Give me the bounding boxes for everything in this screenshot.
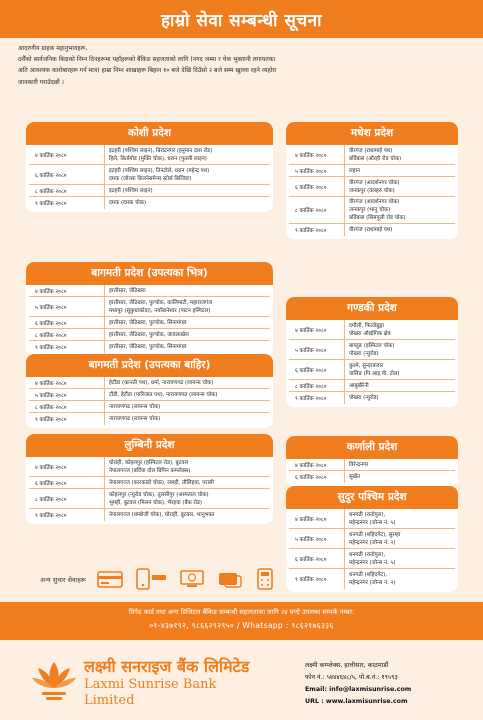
branch-line: दमौली, फिल्डेबुङ्गा xyxy=(349,322,384,329)
branch-line: जनकपुर (भानु चोक) xyxy=(349,207,391,213)
schedule-date: ४ कार्तिक २०८० xyxy=(29,377,105,388)
branch-line: हेटौंडा (कानती पथ), धर्मा, नारायणगढ (लायन्स चोक) xyxy=(109,379,214,386)
branch-line: धनगढी (शहिदगेट), सुरम्हा xyxy=(349,531,401,538)
schedule-row xyxy=(289,380,455,392)
schedule-row xyxy=(29,509,270,521)
schedule-row xyxy=(29,401,270,413)
email-link[interactable]: Email: info@laxmisunrise.com xyxy=(305,686,412,693)
contact-band xyxy=(0,602,483,640)
branch-line: वीरगंज (आदर्शनगर चोक) xyxy=(349,179,400,186)
branch-line: हात्तीसार, जेठिबारा, पुल्चोक, कालिमाटी, महाराजगंज xyxy=(109,299,213,306)
branch-line: इटहरी (पश्चिम लाइन), तिनटोले, धरान (महेन्द्र पथ) xyxy=(109,167,210,174)
schedule-row xyxy=(29,377,270,389)
schedule-row xyxy=(289,145,455,165)
schedule-date: ६ कार्तिक २०८० xyxy=(289,471,345,483)
block-title: कोशी प्रदेश xyxy=(26,122,273,145)
schedule-row xyxy=(289,165,455,177)
branch-line: बर्दिबास (सिमपुली रोड चोक) xyxy=(349,215,406,221)
intro-line-1: दशैँको सार्वजनिक बिदाको निम्न दिनहरूमा यहाँहरूको बैंकिङ सहजताको लागि (नगद जम्मा र चेक भुक्तानी लगायतका xyxy=(18,56,276,64)
mobile-banking-icon xyxy=(134,567,168,591)
branch-line: आबुखैरेनी xyxy=(349,382,369,389)
internet-banking-icon xyxy=(178,568,206,590)
schedule-row xyxy=(289,177,455,197)
bank-brand xyxy=(30,658,260,708)
schedule-date: ९ कार्तिक २०८० xyxy=(29,413,105,425)
branch-line: पोखरा (न्युरोड) xyxy=(349,395,379,401)
branch-line: नारायणगढ (लायन्स चोक) xyxy=(109,403,161,410)
block-title: लुम्बिनी प्रदेश xyxy=(26,434,273,457)
other-services xyxy=(40,563,440,595)
schedule-date: ८ कार्तिक २०८० xyxy=(29,329,105,340)
intro-line-3: जानकारी गराउँदछौं । xyxy=(18,78,64,86)
schedule-row xyxy=(289,340,455,360)
branch-line: जनकपुर (वलहरु चोक) xyxy=(349,187,395,194)
intro-text xyxy=(18,43,470,88)
schedule-date: ९ कार्तिक २०८० xyxy=(289,224,345,236)
schedule-row xyxy=(29,413,270,425)
lumbini-block xyxy=(26,434,273,524)
branch-line: इटहरी (पश्चिम लाइन), बिराटनगर (हनुमान दास रोड) xyxy=(109,147,213,154)
contact-heading: प्रिपेड कार्ड तथा अन्य डिजिटल बैंकिङ सम्बन्धी सहायताका लागि २४ घण्टे उपलब्ध सम्पर्क नम्बर: xyxy=(128,608,355,616)
branch-line: वालिङ (पि.आइ.पी. टोल) xyxy=(349,370,400,377)
block-title: बागमती प्रदेश (उपत्यका बाहिर) xyxy=(26,354,273,377)
intro-salutation: आदरणीय ग्राहक महानुभावहरू, xyxy=(18,45,88,52)
schedule-date: ९ कार्तिक २०८० xyxy=(289,569,345,589)
branch-line: वीरगंज (आदर्शनगर चोक) xyxy=(349,199,400,205)
schedule-row xyxy=(29,477,270,489)
page-title: हाम्रो सेवा सम्बन्धी सूचना xyxy=(160,10,323,31)
schedule-date: ६ कार्तिक २०८० xyxy=(289,360,345,379)
schedule-date: ५ कार्तिक २०८० xyxy=(289,340,345,359)
schedule-date: ५ कार्तिक २०८० xyxy=(289,165,345,176)
schedule-date: ४ कार्तिक २०८० xyxy=(29,457,105,476)
block-title: मधेश प्रदेश xyxy=(286,122,458,145)
schedule-date: ९ कार्तिक २०८० xyxy=(29,341,105,353)
branch-line: इटहरी (पश्चिम लाइन) xyxy=(109,187,153,194)
lotus-logo-icon xyxy=(30,658,78,708)
branch-line: धनगढी (रातोपुल), xyxy=(349,551,386,558)
schedule-date: ५ कार्तिक २०८० xyxy=(289,529,345,548)
block-title: कर्णाली प्रदेश xyxy=(286,436,458,459)
branch-line: पोखरा (न्युरोड) xyxy=(349,350,379,357)
block-title: बागमती प्रदेश (उपत्यका भित्र) xyxy=(26,262,273,285)
block-title: सुदुर पश्चिम प्रदेश xyxy=(286,486,458,509)
website-link[interactable]: URL : www.laxmisunrise.com xyxy=(305,698,408,705)
bagmati-outside-valley-block xyxy=(26,354,273,428)
branch-line: हात्तीसार, जेठिबारा, पुल्चोक, जावलाखेल xyxy=(109,331,189,338)
branch-line: धनगढी (शहिदगेट), xyxy=(349,572,387,578)
schedule-date: ९ कार्तिक २०८० xyxy=(289,392,345,404)
schedule-row xyxy=(29,341,270,353)
branch-line: भुमही, बुटवल (मिलन चोक), भैरहवा (बैंक रोड) xyxy=(109,499,203,506)
services-label: अन्य सुचार सेवाहरू xyxy=(40,575,86,584)
intro-line-2: अति आवश्यक कारोबारहरू गर्न मात्र) हाम्रा निम्न शाखाहरू बिहान १० बजे देखि दिउँसो २ बजे सम्म खुल्ला रहने व्यहोरा xyxy=(18,67,277,75)
schedule-date: ४ कार्तिक २०८० xyxy=(289,320,345,339)
schedule-date: ६ कार्तिक २०८० xyxy=(29,477,105,488)
schedule-row xyxy=(29,457,270,477)
schedule-date: ४ कार्तिक २०८० xyxy=(29,285,105,296)
branch-line: नेपालगञ्ज (कारकाडो चोक), लमही, तौलिहवा, परासी xyxy=(109,479,214,486)
schedule-date: ५ कार्तिक २०८० xyxy=(29,389,105,400)
branch-line: बर्दिबास (औरही रोड चोक) xyxy=(349,155,402,162)
schedule-row xyxy=(289,459,455,471)
schedule-row xyxy=(289,529,455,549)
branch-line: हात्तीसार, जेठिबारा xyxy=(109,287,146,294)
schedule-date: ८ कार्तिक २०८० xyxy=(289,197,345,223)
gandaki-block xyxy=(286,297,458,407)
bank-name-english: Laxmi Sunrise Bank Limited xyxy=(84,677,217,708)
branch-line: धनगढी (रातोपुल), xyxy=(349,511,386,518)
branch-line: दमक (दमक चोक) xyxy=(109,200,147,206)
bank-address xyxy=(305,660,475,708)
schedule-date: ६ कार्तिक २०८० xyxy=(289,549,345,568)
branch-line: लहान xyxy=(349,167,360,174)
bagmati-inside-valley-block xyxy=(26,262,273,356)
phone-line: फोन नं.: ५४४४६४८/५, पो.ब.नं.: १९५९३ xyxy=(305,674,398,681)
branch-line: हिले, बिर्तामोड (मुक्ति चोक), धरान (पुतली लाइन) xyxy=(109,155,207,162)
schedule-date: ६ कार्तिक २०८० xyxy=(29,165,105,184)
branch-line: महेन्द्रनगर (जोन्स नं. २) xyxy=(349,580,396,586)
branch-line: वीरगंज (राधामाई पथ) xyxy=(349,227,393,233)
schedule-row xyxy=(29,317,270,329)
schedule-row xyxy=(29,329,270,341)
branch-line: कुश्मे, सुन्दरबजार xyxy=(349,362,384,369)
atm-card-icon xyxy=(96,568,124,590)
branch-line: वीरगंज (राधामाई पथ) xyxy=(349,147,393,154)
schedule-row xyxy=(289,471,455,483)
schedule-date: ८ कार्तिक २०८० xyxy=(29,185,105,196)
contact-numbers: ०१-४३७१९२, ९८६६२९२९५० / Whatsapp : ९८६२१७६३३६ xyxy=(149,621,334,630)
schedule-row xyxy=(29,489,270,509)
card-payment-icon xyxy=(216,568,244,590)
schedule-date: ८ कार्तिक २०८० xyxy=(29,401,105,412)
branch-line: नेपालगञ्ज (धम्बोजी चोक), घोराही, बुटवल, भानुभक्त xyxy=(109,512,215,518)
branch-line: कोहलपुर (न्युरोड चोक), तुलसीपुर (अस्पताल चोक) xyxy=(109,491,209,498)
schedule-row xyxy=(289,320,455,340)
branch-line: हात्तीसार, जेठिबारा, पुल्चोक, सिनामंगल xyxy=(109,319,187,326)
schedule-row xyxy=(289,197,455,224)
schedule-date: ४ कार्तिक २०८० xyxy=(289,145,345,164)
schedule-row xyxy=(29,185,270,197)
branch-line: महेन्द्रनगर (जोन्स नं. २) xyxy=(349,539,396,546)
schedule-row xyxy=(29,285,270,297)
schedule-row xyxy=(289,224,455,236)
schedule-date: ४ कार्तिक २०८० xyxy=(289,459,345,470)
address-line: लक्ष्मी कम्प्लेक्स, हात्तीसार, काठमाडौं xyxy=(305,662,389,669)
schedule-date: ४ कार्तिक २०८० xyxy=(289,509,345,528)
schedule-date: ६ कार्तिक २०८० xyxy=(29,317,105,328)
header-band xyxy=(0,0,483,38)
schedule-row xyxy=(289,392,455,404)
schedule-date: ८ कार्तिक २०८० xyxy=(29,489,105,508)
branch-line: नारायणगढ (लायन्स चोक) xyxy=(109,416,161,422)
schedule-date: ९ कार्तिक २०८० xyxy=(29,197,105,209)
schedule-row xyxy=(29,297,270,317)
branch-line: घोराही, कोहलपुर (हस्पिटल रोड), बुटवल xyxy=(109,459,188,466)
schedule-row xyxy=(29,389,270,401)
branch-line: महेन्द्रनगर (जोन्स नं. ५) xyxy=(349,519,396,526)
schedule-row xyxy=(289,509,455,529)
schedule-date: ६ कार्तिक २०८० xyxy=(289,177,345,196)
branch-line: पोखरा औद्योगिक क्षेत्र xyxy=(349,330,391,337)
koshi-block xyxy=(26,122,273,212)
branch-line: बाग्लुङ (हस्पिटल चोक) xyxy=(349,342,395,349)
schedule-row xyxy=(29,165,270,185)
schedule-row xyxy=(29,197,270,209)
schedule-date: ८ कार्तिक २०८० xyxy=(289,380,345,391)
branch-line: सुर्खेत xyxy=(349,474,361,480)
branch-line: टौंडी, हेटौंडा (पारिजात पथ), नारायणगढ (लायन्स चोक) xyxy=(109,391,218,398)
branch-line: विरेन्द्रनगर xyxy=(349,461,369,468)
branch-line: मध्यपुर (सुकुधाकोदा), नयाँबानेश्वर (पाटन हस्पिटल) xyxy=(109,307,211,314)
schedule-date: ४ कार्तिक २०८० xyxy=(29,145,105,164)
branch-line: दमक (जोरसा बिजनेसमेन्स स्टोर्स बिल्डिङ) xyxy=(109,175,192,182)
schedule-row xyxy=(29,145,270,165)
karnali-block xyxy=(286,436,458,486)
calculator-icon xyxy=(254,567,276,591)
schedule-date: ५ कार्तिक २०८० xyxy=(29,297,105,316)
block-title: गण्डकी प्रदेश xyxy=(286,297,458,320)
branch-line: महेन्द्रनगर (जोन्स नं. ५) xyxy=(349,559,396,566)
bank-name-nepali: लक्ष्मी सनराइज बैंक लिमिटेड xyxy=(84,657,250,676)
schedule-row xyxy=(289,360,455,380)
branch-line: हात्तीसार, जेठिबारा, पुल्चोक, सिनामंगल xyxy=(109,344,187,350)
schedule-date: ९ कार्तिक २०८० xyxy=(29,509,105,521)
branch-line: नेपालगञ्ज (बर्दिया दोल बिपिन कम्प्लेक्स) xyxy=(109,467,191,474)
madhesh-block xyxy=(286,122,458,239)
